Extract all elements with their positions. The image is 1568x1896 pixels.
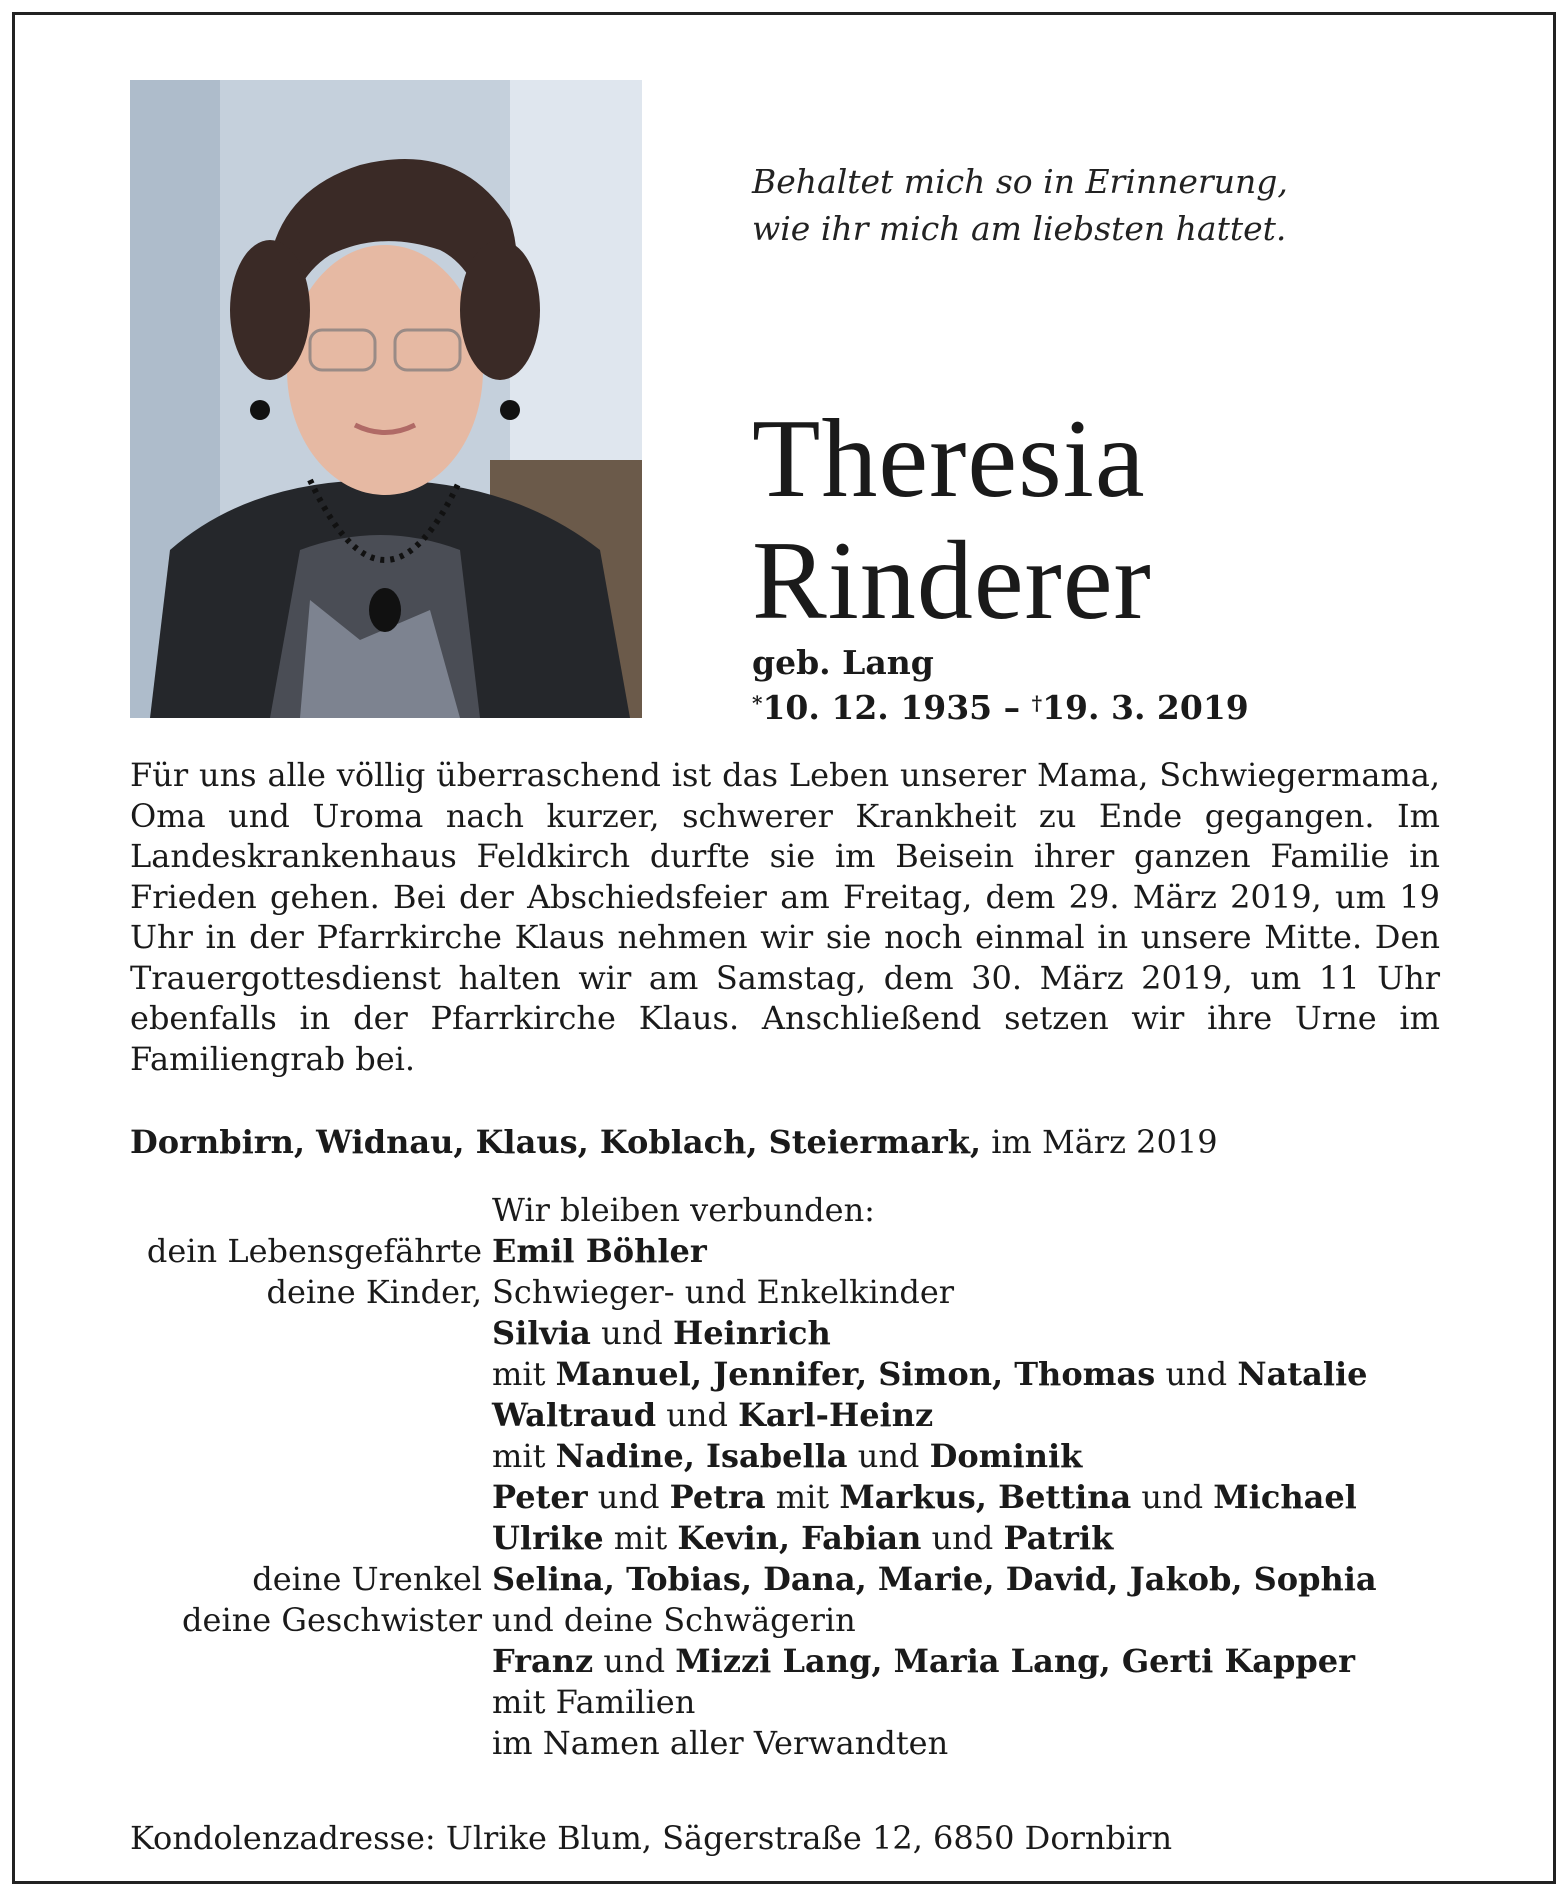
family-intro: Wir bleiben verbunden:	[492, 1191, 875, 1229]
life-dates-block	[752, 640, 1372, 730]
deceased-name	[752, 398, 1372, 642]
life-dates	[752, 685, 1372, 730]
family-list	[130, 1190, 1460, 1764]
child-family-1: Silvia und Heinrich	[492, 1314, 831, 1352]
siblings-intro: und deine Schwägerin	[492, 1601, 856, 1639]
condolence-address: Kondolenzadresse: Ulrike Blum, Sägerstraße 12, 6850 Dornbirn	[130, 1819, 1173, 1857]
child-family-2: Waltraud und Karl-Heinz	[492, 1396, 934, 1434]
partner-label: dein Lebensgefährte	[146, 1232, 482, 1270]
children-intro: Schwieger- und Enkelkinder	[492, 1273, 955, 1311]
with-families: mit Familien	[492, 1683, 696, 1721]
death-date: 19. 3. 2019	[1042, 688, 1249, 727]
places-line	[130, 1120, 1440, 1164]
memorial-quote	[752, 158, 1312, 252]
grandchildren-1: mit Manuel, Jennifer, Simon, Thomas und Natalie	[492, 1355, 1368, 1393]
great-grandchildren-label: deine Urenkel	[252, 1560, 482, 1598]
last-name: Rinderer	[752, 519, 1152, 643]
siblings-names: Franz und Mizzi Lang, Maria Lang, Gerti Kapper	[492, 1642, 1355, 1680]
partner-name: Emil Böhler	[492, 1232, 707, 1270]
great-grandchildren: Selina, Tobias, Dana, Marie, David, Jakob, Sophia	[492, 1560, 1377, 1598]
birth-symbol: *	[752, 691, 763, 715]
places-towns: Dornbirn, Widnau, Klaus, Koblach, Steiermark,	[130, 1123, 982, 1161]
first-name: Theresia	[752, 397, 1146, 521]
all-relatives: im Namen aller Verwandten	[492, 1724, 949, 1762]
announcement-text: Für uns alle völlig überraschend ist das Leben unserer Mama, Schwiegermama, Oma und Uroma nach kurzer, schwerer Krankheit zu Ende gegangen. Im Landeskrankenhaus Feldkirch durfte sie im Beisein ihrer ganzen Familie in Frieden gehen. Bei der Abschiedsfeier am Freitag, dem 29. März 2019, um 19 Uhr in der Pfarrkirche Klaus nehmen wir sie noch einmal in unsere Mitte. Den Trauergottesdienst halten wir am Samstag, dem 30. März 2019, um 11 Uhr ebenfalls in der Pfarrkirche Klaus. Anschließend setzen wir ihre Urne im Familiengrab bei.	[130, 756, 1440, 1078]
child-family-4: Ulrike mit Kevin, Fabian und Patrik	[492, 1519, 1114, 1557]
quote-line-1: Behaltet mich so in Erinnerung,	[752, 162, 1288, 201]
places-date: im März 2019	[991, 1123, 1218, 1161]
portrait-photo	[130, 80, 642, 718]
date-separator: –	[992, 688, 1032, 727]
grandchildren-2: mit Nadine, Isabella und Dominik	[492, 1437, 1083, 1475]
birth-date: 10. 12. 1935	[762, 688, 993, 727]
birth-name: geb. Lang	[752, 643, 934, 682]
siblings-label: deine Geschwister	[182, 1601, 482, 1639]
quote-line-2: wie ihr mich am liebsten hattet.	[752, 209, 1287, 248]
child-family-3: Peter und Petra mit Markus, Bettina und Michael	[492, 1478, 1357, 1516]
children-label: deine Kinder,	[266, 1273, 482, 1311]
death-symbol: †	[1031, 691, 1043, 715]
